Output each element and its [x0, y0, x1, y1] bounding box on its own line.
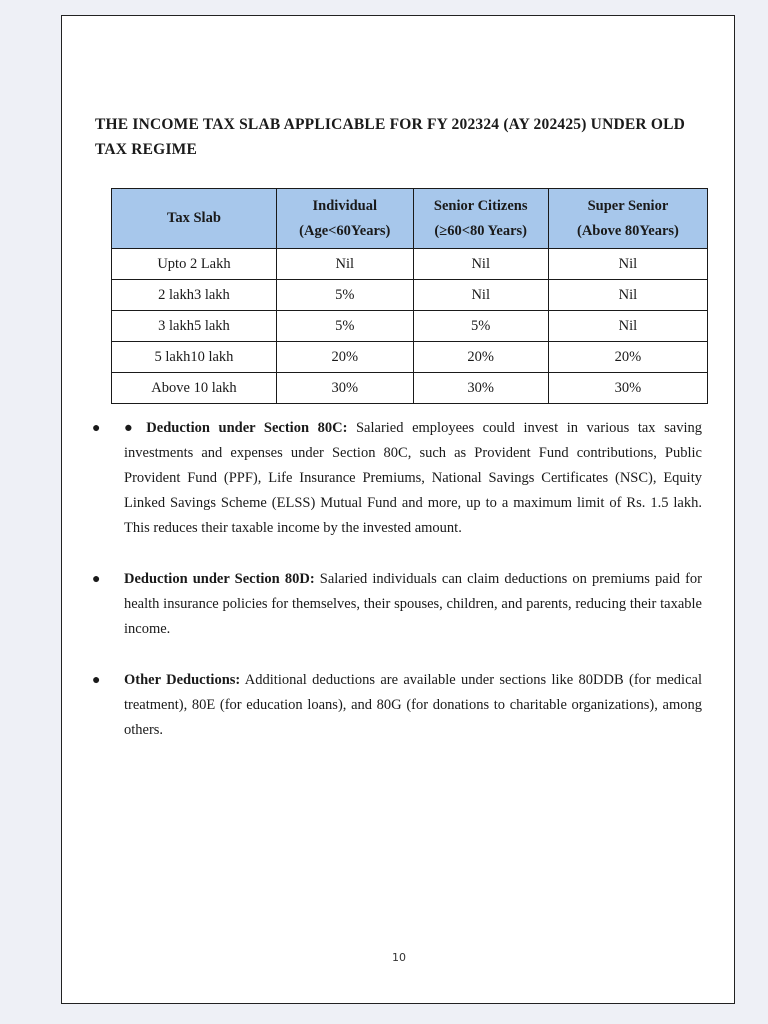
- table-cell: Nil: [413, 280, 548, 311]
- header-tax-slab: [112, 189, 277, 249]
- table-cell: 5 lakh10 lakh: [112, 342, 277, 373]
- list-item-title: Other Deductions:: [124, 672, 241, 688]
- table-cell: Nil: [548, 280, 707, 311]
- list-item-section-80d: [92, 567, 702, 642]
- table-row: [112, 311, 708, 342]
- page-number: 10: [392, 951, 406, 964]
- table-cell: 2 lakh3 lakh: [112, 280, 277, 311]
- table-cell: 20%: [276, 342, 413, 373]
- list-item-title: Deduction under Section 80D:: [124, 571, 315, 587]
- bullet-icon: ●: [92, 673, 101, 688]
- header-label: Super Senior: [587, 197, 669, 214]
- table-cell: 5%: [413, 311, 548, 342]
- table-cell: Upto 2 Lakh: [112, 249, 277, 280]
- table-cell: Nil: [413, 249, 548, 280]
- deductions-list: [92, 416, 702, 769]
- document-page: [61, 15, 735, 1004]
- list-item-section-80c: [92, 416, 702, 541]
- table-cell: Nil: [548, 311, 707, 342]
- table-row: [112, 249, 708, 280]
- table-cell: Above 10 lakh: [112, 373, 277, 404]
- header-label: Senior Citizens: [433, 197, 528, 214]
- header-super-senior: [548, 189, 707, 249]
- table-cell: Nil: [276, 249, 413, 280]
- table-cell: 30%: [413, 373, 548, 404]
- header-sublabel: (Above 80Years): [576, 222, 679, 239]
- bullet-icon: ●: [92, 572, 101, 587]
- header-sublabel: (Age<60Years): [299, 222, 391, 239]
- table-row: [112, 342, 708, 373]
- header-sublabel: (≥60<80 Years): [434, 222, 528, 239]
- tax-slab-table: [111, 188, 708, 404]
- page-heading: THE INCOME TAX SLAB APPLICABLE FOR FY 202324 (AY 202425) UNDER OLD TAX REGIME: [95, 116, 686, 158]
- table-cell: 30%: [548, 373, 707, 404]
- table-cell: 5%: [276, 311, 413, 342]
- table-row: [112, 373, 708, 404]
- header-individual: [276, 189, 413, 249]
- table-cell: 20%: [413, 342, 548, 373]
- table-cell: Nil: [548, 249, 707, 280]
- header-label: Tax Slab: [167, 210, 221, 226]
- list-item-other-deductions: [92, 668, 702, 743]
- bullet-icon: ●: [92, 421, 101, 436]
- table-cell: 3 lakh5 lakh: [112, 311, 277, 342]
- list-item-title: ● Deduction under Section 80C:: [124, 420, 348, 436]
- table-header-row: [112, 189, 708, 249]
- list-item-text: Salaried individuals can claim deductions on premiums paid for health insurance policies for themselves, their spouses, children, and parents, reducing their taxable income.: [124, 571, 703, 637]
- list-item-text: Additional deductions are available under sections like 80DDB (for medical treatment), 80E (for education loans), and 80G (for donations to charitable organizations), among others.: [124, 672, 702, 738]
- table-cell: 5%: [276, 280, 413, 311]
- table-cell: 30%: [276, 373, 413, 404]
- header-senior-citizens: [413, 189, 548, 249]
- table-cell: 20%: [548, 342, 707, 373]
- table-row: [112, 280, 708, 311]
- list-item-text: Salaried employees could invest in various tax saving investments and expenses under Section 80C, such as Provident Fund contributions, Public Provident Fund (PPF), Life Insurance Premiums, National Savings Certificates (NSC), Equity Linked Savings Scheme (ELSS) Mutual Fund and more, up to a maximum limit of Rs. 1.5 lakh. This reduces their taxable income by the invested amount.: [124, 420, 702, 536]
- header-label: Individual: [312, 197, 378, 214]
